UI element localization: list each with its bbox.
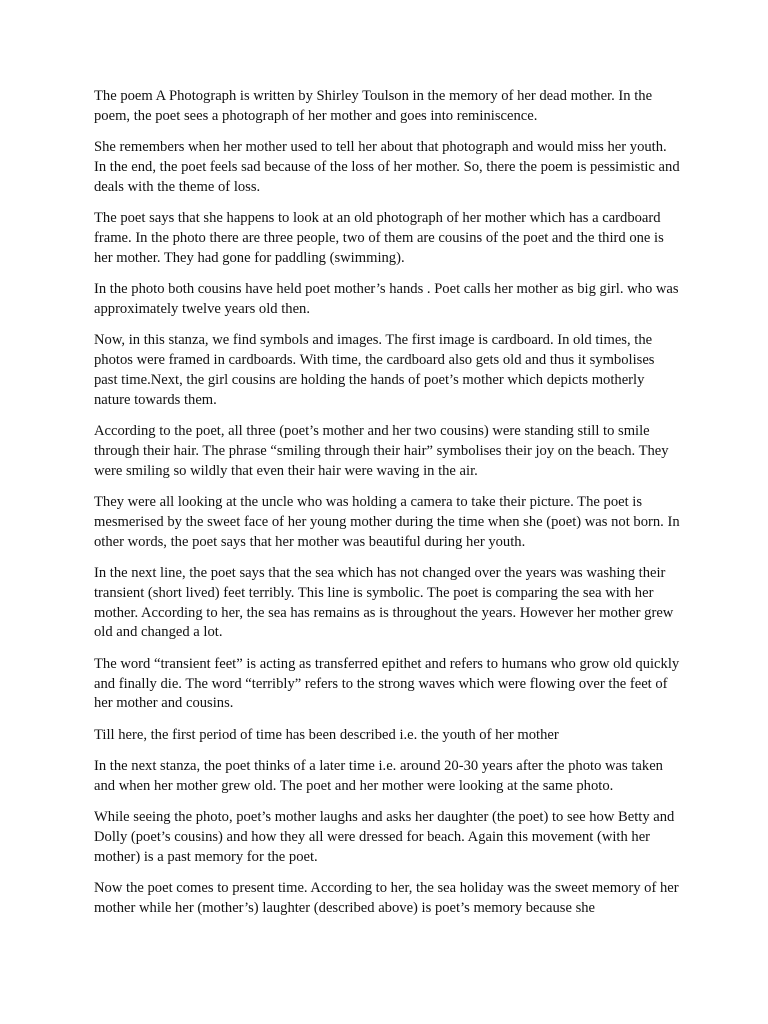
paragraph: While seeing the photo, poet’s mother laughs and asks her daughter (the poet) to see how Betty and Dolly (poet’s cousins) and how they all were dressed for beach. Again this movement (with her mother) is a past memory for the poet.: [94, 809, 675, 866]
paragraph: The poem A Photograph is written by Shirley Toulson in the memory of her dead mother. In the poem, the poet sees a photograph of her mother and goes into reminiscence.: [94, 88, 653, 124]
paragraph: She remembers when her mother used to tell her about that photograph and would miss her youth. In the end, the poet feels sad because of the loss of her mother. So, there the poem is pessimistic and deals with the theme of loss.: [94, 139, 680, 195]
paragraph: Now the poet comes to present time. According to her, the sea holiday was the sweet memory of her mother while her (mother’s) laughter (described above) is poet’s memory because she: [94, 880, 679, 917]
document-page: [94, 87, 680, 931]
paragraph: Now, in this stanza, we find symbols and images. The first image is cardboard. In old times, the photos were framed in cardboards. With time, the cardboard also gets old and thus it symbolises past time.Next, the girl cousins are holding the hands of poet’s mother which depicts motherly nature towards them.: [94, 332, 655, 408]
paragraph: They were all looking at the uncle who was holding a camera to take their picture. The poet is mesmerised by the sweet face of her young mother during the time when she (poet) was not born. In other words, the poet says that her mother was beautiful during her youth.: [94, 494, 680, 550]
paragraph: Till here, the first period of time has been described i.e. the youth of her mother: [94, 726, 559, 743]
paragraph: The poet says that she happens to look at an old photograph of her mother which has a cardboard frame. In the photo there are three people, two of them are cousins of the poet and the third one is her mother. They had gone for paddling (swimming).: [94, 210, 664, 266]
paragraph: In the photo both cousins have held poet mother’s hands . Poet calls her mother as big girl. who was approximately twelve years old then.: [94, 281, 679, 317]
paragraph: In the next stanza, the poet thinks of a later time i.e. around 20-30 years after the photo was taken and when her mother grew old. The poet and her mother were looking at the same photo.: [94, 758, 663, 795]
paragraph: In the next line, the poet says that the sea which has not changed over the years was washing their transient (short lived) feet terribly. This line is symbolic. The poet is comparing the sea with her mother. According to her, the sea has remains as is throughout the years. However her mother grew old and changed a lot.: [94, 565, 674, 641]
paragraph: The word “transient feet” is acting as transferred epithet and refers to humans who grow old quickly and finally die. The word “terribly” refers to the strong waves which were flowing over the feet of her mother and cousins.: [94, 655, 680, 712]
paragraph: According to the poet, all three (poet’s mother and her two cousins) were standing still to smile through their hair. The phrase “smiling through their hair” symbolises their joy on the beach. They were smiling so wildly that even their hair were waving in the air.: [94, 423, 669, 479]
